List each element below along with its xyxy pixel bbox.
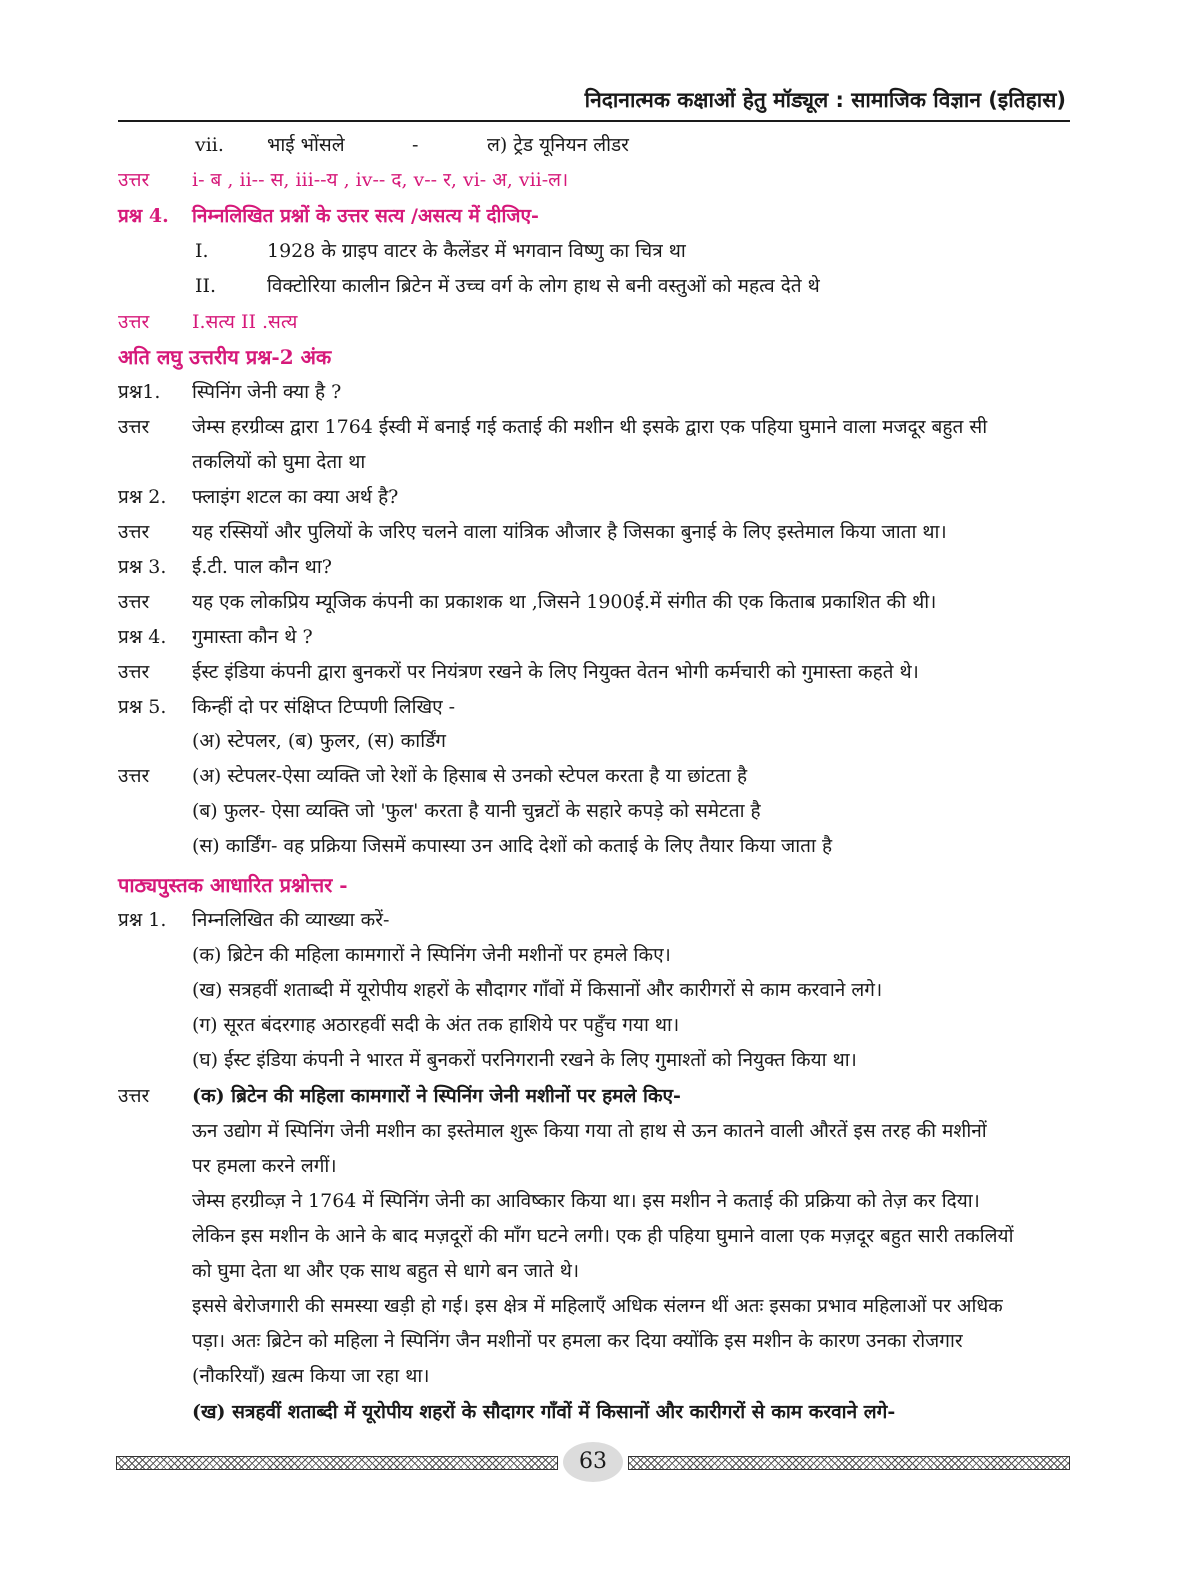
footer-border-right xyxy=(628,1456,1070,1470)
page-header xyxy=(118,86,1070,122)
answer-text: i- ब , ii-- स, iii--य , iv-- द, v-- र, vi- अ, vii-ल। xyxy=(192,169,569,191)
match-name: भाई भोंसले xyxy=(267,134,345,156)
footer-border-left xyxy=(116,1456,558,1470)
match-dash: - xyxy=(412,134,419,156)
match-option: ल) ट्रेड यूनियन लीडर xyxy=(487,134,629,156)
answer-label: उत्तर xyxy=(118,169,150,191)
answer-heading: (क) ब्रिटेन की महिला कामगारों ने स्पिनिंग जेनी मशीनों पर हमले किए- xyxy=(192,1085,681,1107)
document-page: निदानात्मक कक्षाओं हेतु मॉड्यूल : सामाजिक विज्ञान (इतिहास) vii. भाई भोंसले - ल) ट्रेड यूनियन लीडर उत्तर i- ब , ii-- स, iii--य , iv-- द, v-- र, vi- अ, vii-ल। प्रश्न 4. निम्नलिखित प्रश्नों के उत्तर सत्य /असत्य में दीजिए- I. 1928 के ग्राइप वाटर के कैलेंडर में भगवान विष्णु का चित्र था II. विक्टोरिया कालीन ब्रिटेन में उच्च वर्ग के लोग हाथ से बनी वस्तुओं को महत्व देते थे उत्तर I.सत्य II .सत्य अति लघु उत्तरीय प्रश्न-2 अंक प्रश्न1. स्पिनिंग जेनी क्या है ? उत्तर जेम्स हरग्रीव्स द्वारा 1764 ईस्वी में बनाई गई कताई की मशीन थी इसके द्वारा एक पहिया घुमाने वाला मजदूर बहुत सी तकलियों को घुमा देता था प्रश्न 2. फ्लाइंग शटल का क्या अर्थ है? उत्तर यह रस्सियों और पुलियों के जरिए चलने वाला यांत्रिक औजार है जिसका बुनाई के लिए इस्तेमाल किया जाता था। प्रश्न 3. ई.टी. पाल कौन था? उत्तर यह एक लोकप्रिय म्यूजिक कंपनी का प्रकाशक था ,जिसने 1900ई.में संगीत की एक किताब प्रकाशित की थी। प्रश्न 4. गुमास्ता कौन थे ? उत्तर ईस्ट इंडिया कंपनी द्वारा बुनकरों पर नियंत्रण रखने के लिए नियुक्त वेतन भोगी कर्मचारी को गुमास्ता कहते थे। प्रश्न 5. किन्हीं दो पर संक्षिप्त टिप्पणी लिखिए - (अ) स्टेपलर, (ब) फुलर, (स) कार्डिंग उत्तर (अ) स्टेपलर-ऐसा व्यक्ति जो रेशों के हिसाब से उनको स्टेपल करता है या छांटता है (ब) फुलर- ऐसा व्यक्ति जो 'फुल' करता है यानी चुन्नटों के सहारे कपड़े को समेटता है (स) कार्डिंग- वह प्रक्रिया जिसमें कपास्या उन आदि देशों को कताई के लिए तैयार किया जाता है पाठ्यपुस्तक आधारित प्रश्नोत्तर - प्रश्न 1. निम्नलिखित की व्याख्या करें- (क) ब्रिटेन की महिला कामगारों ने स्पिनिंग जेनी मशीनों पर हमले किए। (ख) सत्रहवीं शताब्दी में यूरोपीय शहरों के सौदागर गाँवों में किसानों और कारीगरों से काम करवाने लगे। (ग) सूरत बंदरगाह अठारहवीं सदी के अंत तक हाशिये पर पहुँच गया था। (घ) ईस्ट इंडिया कंपनी ने भारत में बुनकरों परनिगरानी रखने के लिए गुमाश्तों को नियुक्त किया था। उत्तर (क) ब्रिटेन की महिला कामगारों ने स्पिनिंग जेनी मशीनों पर हमले किए- ऊन उद्योग में स्पिनिंग जेनी मशीन का इस्तेमाल शुरू किया गया तो हाथ से ऊन कातने वाली औरतें इस तरह की मशीनों पर हमला करने लगीं। जेम्स हरग्रीव्ज़ ने 1764 में स्पिनिंग जेनी का आविष्कार किया था। इस मशीन ने कताई की प्रक्रिया को तेज़ कर दिया। लेकिन इस मशीन के आने के बाद मज़दूरों की माँग घटने लगी। एक ही पहिया घुमाने वाला एक मज़दूर बहुत सारी तकलियों को घुमा देता था और एक साथ बहुत से धागे बन जाते थे। इससे बेरोजगारी की समस्या खड़ी हो गई। इस क्षेत्र में महिलाएँ अधिक संलग्न थीं अतः इसका प्रभाव महिलाओं पर अधिक पड़ा। अतः ब्रिटेन को महिला ने स्पिनिंग जैन मशीनों पर हमला कर दिया क्योंकि इस मशीन के कारण उनका रोजगार (नौकरियाँ) ख़त्म किया जा रहा था। (ख) सत्रहवीं शताब्दी में यूरोपीय शहरों के सौदागर गाँवों में किसानों और कारीगरों से काम करवाने लगे- 63 xyxy=(0,0,1181,1593)
match-num: vii. xyxy=(195,134,224,156)
header-title: निदानात्मक कक्षाओं हेतु मॉड्यूल : सामाजिक विज्ञान (इतिहास) xyxy=(584,88,1066,112)
page-footer xyxy=(116,1448,1070,1478)
question-label: प्रश्न 4. xyxy=(118,205,169,227)
question-text: निम्नलिखित प्रश्नों के उत्तर सत्य /असत्य में दीजिए- xyxy=(192,205,539,227)
page-number: 63 xyxy=(563,1442,623,1482)
